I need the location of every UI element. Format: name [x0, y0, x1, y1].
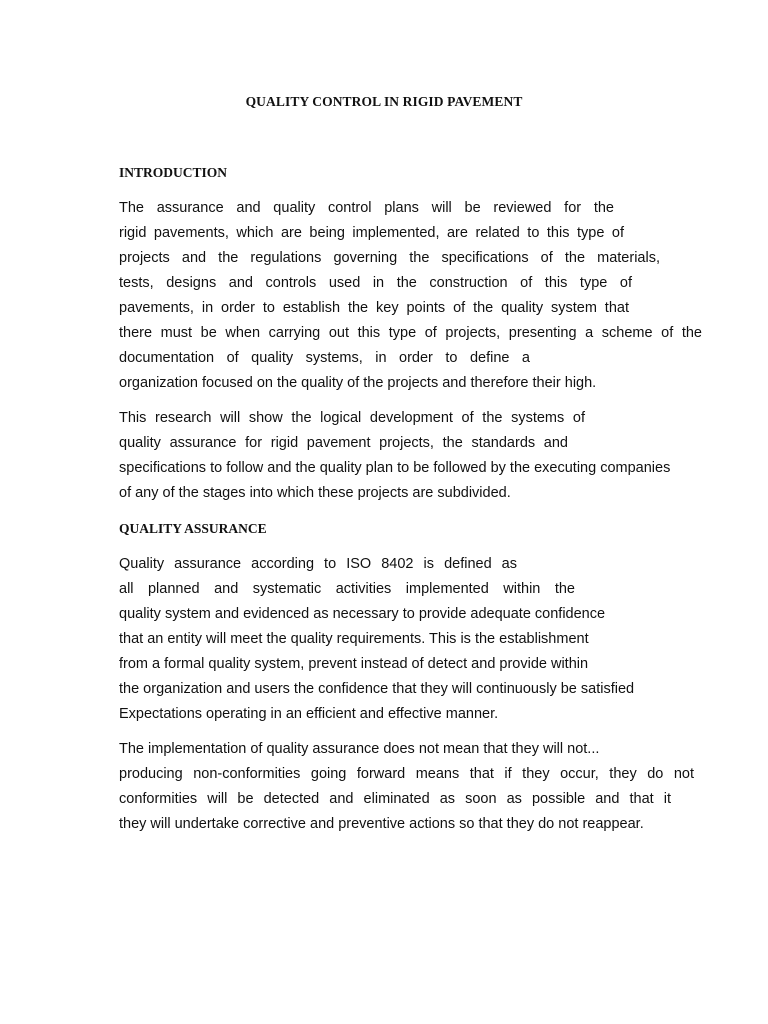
paragraph-line: quality assurance for rigid pavement projects, the standards and [119, 435, 568, 451]
paragraph-line: of any of the stages into which these projects are subdivided. [119, 485, 511, 501]
paragraph-line: that an entity will meet the quality requirements. This is the establishment [119, 631, 589, 647]
paragraph-line: conformities will be detected and eliminated as soon as possible and that it [119, 791, 671, 807]
paragraph-line: there must be when carrying out this type of projects, presenting a scheme of the [119, 325, 702, 341]
section-heading-quality-assurance: QUALITY ASSURANCE [119, 521, 267, 536]
paragraph-line: they will undertake corrective and preventive actions so that they do not reappear. [119, 816, 644, 832]
paragraph-line: tests, designs and controls used in the construction of this type of [119, 275, 632, 291]
paragraph-line: The assurance and quality control plans will be reviewed for the [119, 200, 614, 216]
paragraph-line: specifications to follow and the quality plan to be followed by the executing companies [119, 460, 671, 476]
document-title-text: QUALITY CONTROL IN RIGID PAVEMENT [245, 94, 523, 109]
paragraph-line: producing non-conformities going forward means that if they occur, they do not [119, 766, 694, 782]
paragraph-line: The implementation of quality assurance does not mean that they will not... [119, 741, 600, 757]
paragraph-line: all planned and systematic activities implemented within the [119, 581, 575, 597]
paragraph-line: the organization and users the confidence that they will continuously be satisfied [119, 681, 635, 697]
paragraph-line: quality system and evidenced as necessary to provide adequate confidence [119, 606, 606, 622]
paragraph-line: documentation of quality systems, in order to define a [119, 350, 530, 366]
paragraph-line: pavements, in order to establish the key points of the quality system that [119, 300, 629, 316]
section-heading-introduction: INTRODUCTION [119, 165, 228, 180]
paragraph-line: rigid pavements, which are being implemented, are related to this type of [119, 225, 624, 241]
paragraph-line: Quality assurance according to ISO 8402 is defined as [119, 556, 517, 572]
paragraph-line: organization focused on the quality of the projects and therefore their high. [119, 375, 597, 391]
paragraph-line: projects and the regulations governing the specifications of the materials, [119, 250, 660, 266]
paragraph-line: This research will show the logical development of the systems of [119, 410, 585, 426]
paragraph-line: Expectations operating in an efficient and effective manner. [119, 706, 499, 722]
paragraph-line: from a formal quality system, prevent instead of detect and provide within [119, 656, 589, 672]
document-title [0, 94, 768, 110]
